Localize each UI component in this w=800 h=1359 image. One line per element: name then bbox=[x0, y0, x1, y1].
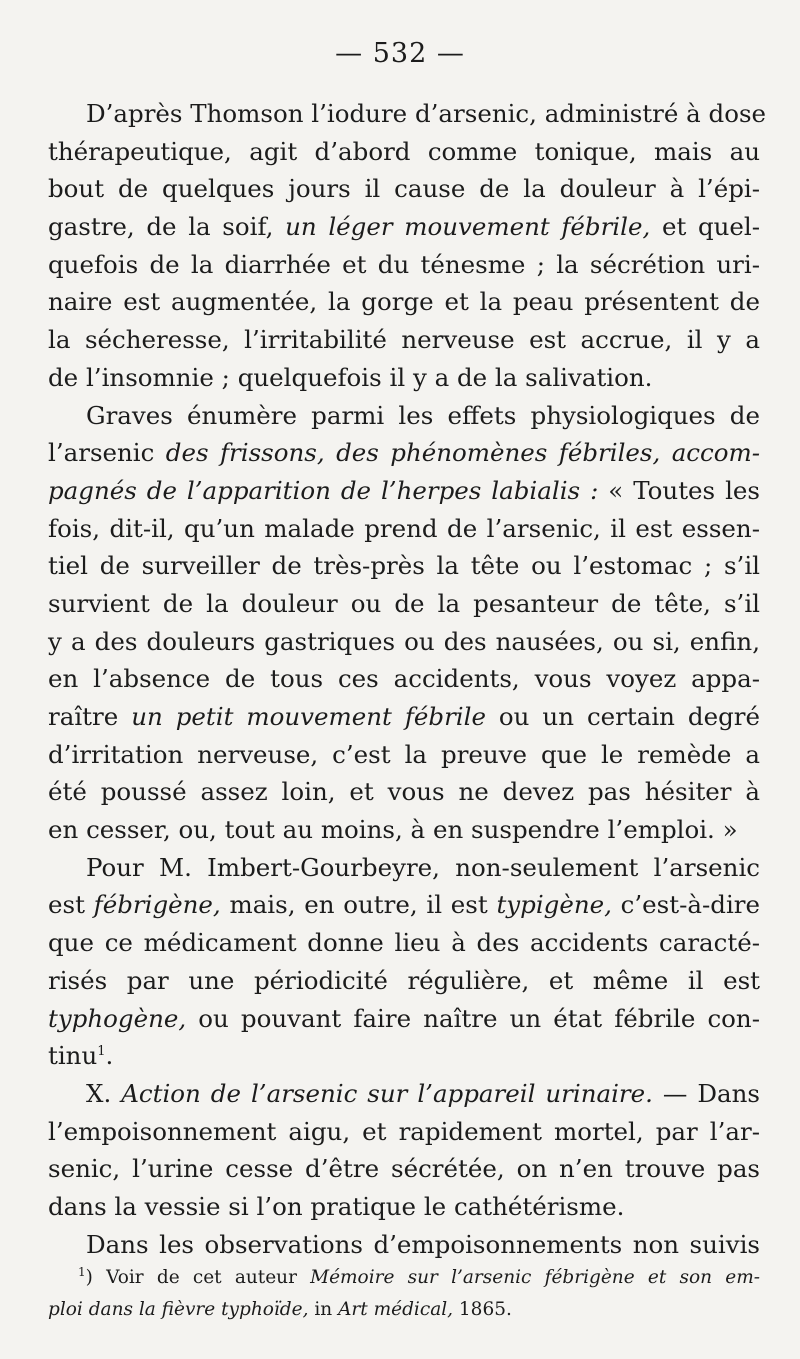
body-line-text: quefois de la diarrhée et du ténesme ; la sécrétion uri- bbox=[48, 249, 760, 279]
body-line bbox=[48, 1226, 760, 1264]
body-line bbox=[48, 1113, 760, 1151]
body-line-text: l’arsenic bbox=[48, 438, 166, 468]
body-line-text: ou un certain degré bbox=[485, 702, 760, 731]
body-line bbox=[48, 1037, 760, 1075]
body-line-text: d’irritation nerveuse, c’est la preuve que le remède a bbox=[48, 739, 760, 769]
body-line-text: naire est augmentée, la gorge et la peau présentent de bbox=[48, 287, 760, 317]
body-line bbox=[48, 886, 760, 924]
body-line-text: que ce médicament donne lieu à des accidents caracté- bbox=[48, 928, 760, 958]
body-line-text: et quel- bbox=[650, 212, 761, 242]
body-line bbox=[48, 434, 760, 472]
body-line bbox=[48, 133, 760, 171]
body-line-text: survient de la douleur ou de la pesanteur de tête, s’il bbox=[48, 588, 760, 618]
footnote bbox=[48, 1262, 760, 1326]
footnote-line-italic: ploi dans la fièvre typhoïde, bbox=[48, 1299, 309, 1320]
body-line-text: risés par une périodicité régulière, et même il est bbox=[48, 965, 760, 995]
body-line bbox=[48, 1150, 760, 1188]
body-line-text: Graves énumère parmi les effets physiologiques de bbox=[86, 400, 760, 430]
body-line-italic: typigène, bbox=[496, 890, 612, 920]
body-line-text: fois, dit-il, qu’un malade prend de l’arsenic, il est essen- bbox=[48, 513, 760, 543]
body-line-text: l’empoisonnement aigu, et rapidement mortel, par l’ar- bbox=[48, 1116, 760, 1146]
body-line-text: bout de quelques jours il cause de la douleur à l’épi- bbox=[48, 174, 760, 204]
body-line bbox=[48, 1188, 760, 1226]
footnote-line bbox=[48, 1262, 760, 1294]
body-line-italic: fébrigène, bbox=[93, 890, 221, 920]
body-line bbox=[48, 1075, 760, 1113]
body-line bbox=[48, 849, 760, 887]
body-line bbox=[48, 246, 760, 284]
footnote-line-italic: Art médical, bbox=[338, 1299, 454, 1320]
body-line-text: y a des douleurs gastriques ou des nausées, ou si, enfin, bbox=[48, 626, 760, 656]
body-line-text: — Dans bbox=[652, 1078, 760, 1108]
body-line-text: Dans les observations d’empoisonnements non suivis bbox=[86, 1229, 760, 1259]
body-line-text: tinu bbox=[48, 1041, 98, 1071]
body-line bbox=[48, 95, 767, 133]
body-line bbox=[48, 510, 760, 548]
body-line bbox=[48, 208, 760, 246]
body-line-text: D’après Thomson l’iodure d’arsenic, administré à dose bbox=[86, 99, 767, 128]
body-line bbox=[48, 359, 760, 397]
body-line bbox=[48, 283, 760, 321]
body-line-text: Pour M. Imbert-Gourbeyre, non-seulement l’arsenic bbox=[86, 852, 760, 882]
body-line-text: raître bbox=[48, 702, 132, 731]
body-line-italic: un petit mouvement fébrile bbox=[131, 702, 486, 731]
body-line-text: tiel de surveiller de très-près la tête ou l’estomac ; s’il bbox=[48, 551, 760, 581]
body-line bbox=[48, 472, 760, 510]
body-line-text: gastre, de la soif, bbox=[48, 212, 286, 242]
body-line-text: X. bbox=[86, 1078, 122, 1108]
body-line-text: la sécheresse, l’irritabilité nerveuse est accrue, il y a bbox=[48, 325, 760, 355]
body-line-text: en l’absence de tous ces accidents, vous voyez appa- bbox=[48, 664, 760, 694]
body-line bbox=[48, 1000, 760, 1038]
body-line-italic: Action de l’arsenic sur l’appareil urinaire. bbox=[121, 1078, 653, 1108]
footnote-line-italic: Mémoire sur l’arsenic fébrigène et son em- bbox=[310, 1267, 760, 1288]
body-line bbox=[48, 585, 760, 623]
body-line bbox=[48, 811, 760, 849]
body-line bbox=[48, 924, 760, 962]
body-line bbox=[48, 660, 760, 698]
body-text bbox=[48, 95, 767, 1263]
body-line bbox=[48, 962, 760, 1000]
body-line-text: « Toutes les bbox=[598, 475, 760, 505]
footnote-line-text: ) Voir de cet auteur bbox=[85, 1267, 311, 1288]
body-line bbox=[48, 397, 760, 435]
body-line bbox=[48, 698, 760, 736]
body-line-text: . bbox=[105, 1041, 114, 1071]
body-line-text: mais, en outre, il est bbox=[220, 890, 497, 920]
page-number: — 532 — bbox=[335, 38, 465, 69]
body-line-superscript: 1 bbox=[97, 1044, 106, 1060]
body-line-italic: des frissons, des phénomènes fébriles, accom- bbox=[165, 438, 761, 468]
body-line-text: de l’insomnie ; quelquefois il y a de la salivation. bbox=[48, 362, 653, 392]
body-line bbox=[48, 736, 760, 774]
body-line bbox=[48, 773, 760, 811]
body-line-text: ou pouvant faire naître un état fébrile con- bbox=[186, 1003, 760, 1033]
body-line bbox=[48, 170, 760, 208]
footnote-line-text: in bbox=[308, 1299, 339, 1320]
body-line bbox=[48, 321, 760, 359]
body-line-text: thérapeutique, agit d’abord comme tonique, mais au bbox=[48, 136, 760, 166]
body-line bbox=[48, 623, 760, 661]
body-line-text: est bbox=[48, 890, 94, 920]
body-line bbox=[48, 547, 760, 585]
body-line-italic: pagnés de l’apparition de l’herpes labialis : bbox=[48, 475, 599, 505]
footnote-line-superscript: 1 bbox=[78, 1265, 86, 1279]
body-line-text: été poussé assez loin, et vous ne devez pas hésiter à bbox=[48, 777, 760, 807]
body-line-italic: un léger mouvement fébrile, bbox=[285, 212, 651, 242]
footnote-line bbox=[48, 1294, 760, 1326]
body-line-italic: typhogène, bbox=[48, 1003, 187, 1033]
footnote-line-text: 1865. bbox=[453, 1299, 512, 1320]
body-line-text: dans la vessie si l’on pratique le cathétérisme. bbox=[48, 1191, 625, 1221]
body-line-text: c’est-à-dire bbox=[611, 890, 760, 920]
body-line-text: en cesser, ou, tout au moins, à en suspendre l’emploi. » bbox=[48, 815, 738, 845]
body-line-text: senic, l’urine cesse d’être sécrétée, on n’en trouve pas bbox=[48, 1154, 760, 1184]
